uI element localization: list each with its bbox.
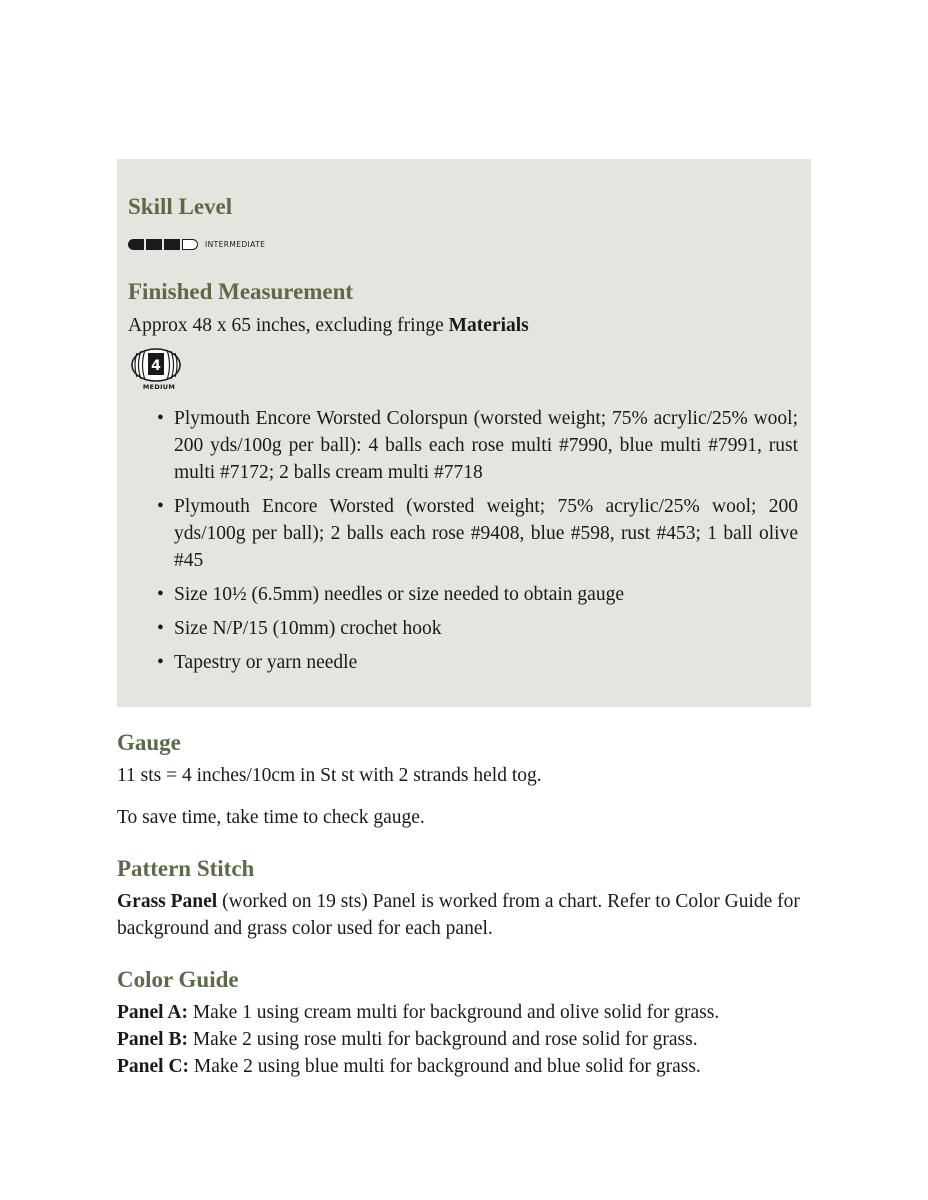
gauge-text: 11 sts = 4 inches/10cm in St st with 2 strands held tog. [117, 765, 542, 786]
panel-c-line: Panel C: Make 2 using blue multi for background and blue solid for grass. [117, 1056, 701, 1077]
finished-measurement-heading: Finished Measurement [128, 279, 354, 304]
skill-segment-filled [146, 239, 162, 250]
skill-level-label: INTERMEDIATE [205, 240, 266, 249]
gauge-note: To save time, take time to check gauge. [117, 807, 425, 828]
list-item: • Plymouth Encore Worsted (worsted weight; 75% acrylic/25% wool; 200 yds/100g per ball); 2 balls each rose #9408, blue #598, rust #453; 1 ball olive #45 [157, 493, 798, 574]
skill-level-heading: Skill Level [128, 194, 233, 219]
skill-segment-empty [182, 239, 198, 250]
skill-level-indicator [128, 239, 265, 250]
list-item: • Plymouth Encore Worsted Colorspun (worsted weight; 75% acrylic/25% wool; 200 yds/100g per ball): 4 balls each rose multi #7990, blue multi #7991, rust multi #7172; 2 balls cream multi #7718 [157, 405, 798, 486]
finished-measurement-text: Approx 48 x 65 inches, excluding fringe Materials [128, 315, 529, 336]
materials-box [117, 159, 811, 707]
list-item: • Size 10½ (6.5mm) needles or size needed to obtain gauge [157, 581, 798, 608]
yarn-weight-label: MEDIUM [142, 383, 176, 391]
materials-label: Materials [448, 315, 529, 336]
list-item: • Size N/P/15 (10mm) crochet hook [157, 615, 798, 642]
grass-panel-term: Grass Panel [117, 891, 218, 912]
color-guide-heading: Color Guide [117, 967, 239, 992]
panel-a-line: Panel A: Make 1 using cream multi for background and olive solid for grass. [117, 1002, 720, 1023]
skill-segment-filled [164, 239, 180, 250]
materials-list [157, 405, 798, 683]
gauge-heading: Gauge [117, 730, 181, 755]
list-item: • Tapestry or yarn needle [157, 649, 798, 676]
pattern-stitch-heading: Pattern Stitch [117, 856, 255, 881]
pattern-stitch-text: Grass Panel (worked on 19 sts) Panel is worked from a chart. Refer to Color Guide for background and grass color used for each panel. [117, 891, 800, 939]
panel-b-line: Panel B: Make 2 using rose multi for background and rose solid for grass. [117, 1029, 698, 1050]
skill-segment-filled [128, 239, 144, 250]
yarn-weight-icon [129, 347, 183, 397]
yarn-weight-number: 4 [151, 358, 161, 374]
yarn-skein-icon [129, 347, 183, 383]
